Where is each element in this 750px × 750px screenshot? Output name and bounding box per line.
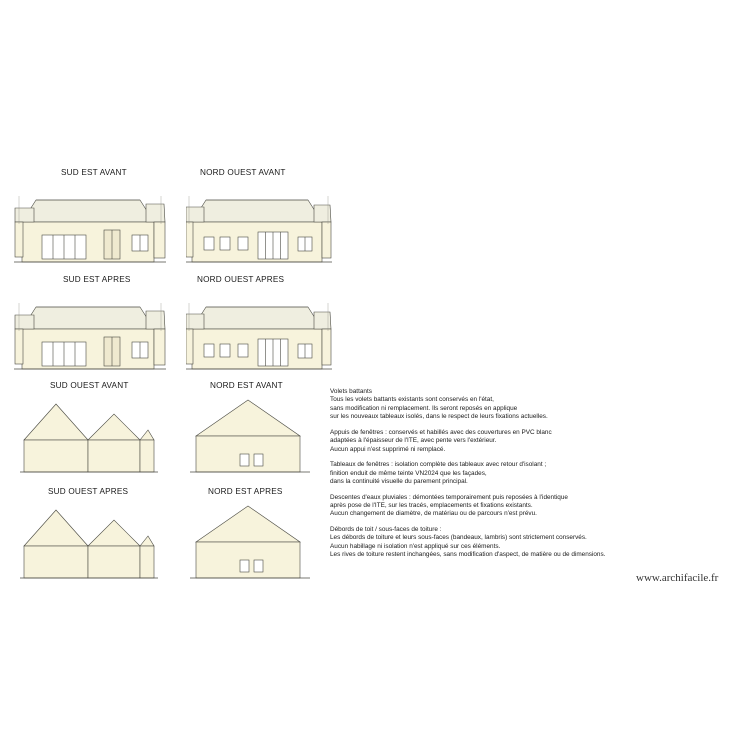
note-line: sans modification ni remplacement. Ils seront reposés en applique — [330, 404, 518, 412]
note-block-descentes — [330, 494, 730, 519]
note-line: après pose de l'ITE, sur les tracés, emplacements et fixations existants. — [330, 501, 533, 509]
view-label-sud-ouest-avant: SUD OUEST AVANT — [50, 381, 129, 390]
note-title: Volets battants — [330, 388, 372, 395]
elevation-sud-est-avant — [14, 180, 166, 266]
view-label-nord-ouest-avant: NORD OUEST AVANT — [200, 168, 286, 177]
watermark: www.archifacile.fr — [636, 572, 719, 584]
elevation-nord-est-avant — [190, 392, 310, 478]
elevation-nord-ouest-avant — [186, 180, 332, 266]
view-label-nord-ouest-apres: NORD OUEST APRES — [197, 275, 285, 284]
note-line: sur les nouveaux tableaux isolés, dans le respect de leurs fixations actuelles. — [330, 413, 548, 421]
note-block-volets — [330, 388, 730, 422]
note-line: Les rives de toiture restent inchangées, sans modification d'aspect, de matière ou de dimensions. — [330, 551, 606, 559]
elevation-nord-est-apres — [190, 498, 310, 584]
elevation-sud-ouest-apres — [20, 498, 158, 584]
note-line: finition enduit de même teinte VN2024 que les façades, — [330, 469, 487, 477]
note-line: Aucun habillage ni isolation n'est appliqué sur ces éléments. — [330, 542, 501, 550]
elevation-sud-est-apres — [14, 287, 166, 373]
note-line: Appuis de fenêtres : conservés et habillés avec des couvertures en PVC blanc — [330, 428, 552, 436]
elevation-sud-ouest-avant — [20, 392, 158, 478]
view-label-sud-est-apres: SUD EST APRES — [63, 275, 131, 284]
note-line: adaptées à l'épaisseur de l'ITE, avec pente vers l'extérieur. — [330, 437, 497, 445]
elevation-nord-ouest-apres — [186, 287, 332, 373]
note-line: Tous les volets battants existants sont conservés en l'état, — [330, 396, 494, 404]
note-line: Tableaux de fenêtres : isolation complète des tableaux avec retour d'isolant ; — [330, 461, 547, 469]
note-block-appuis — [330, 429, 730, 454]
view-label-nord-est-apres: NORD EST APRES — [208, 487, 283, 496]
note-line: Descentes d'eaux pluviales : démontées temporairement puis reposées à l'identique — [330, 493, 568, 501]
note-block-debords — [330, 526, 730, 560]
note-block-tableaux — [330, 461, 730, 486]
view-label-sud-ouest-apres: SUD OUEST APRES — [48, 487, 129, 496]
note-line: Aucun appui n'est supprimé ni remplacé. — [330, 445, 446, 453]
view-label-nord-est-avant: NORD EST AVANT — [210, 381, 283, 390]
note-line: Aucun changement de diamètre, de matériau ou de parcours n'est prévu. — [330, 510, 537, 518]
note-line: Les débords de toiture et leurs sous-faces (bandeaux, lambris) sont strictement conservés. — [330, 534, 587, 542]
note-line: Débords de toit / sous-faces de toiture : — [330, 525, 442, 533]
view-label-sud-est-avant: SUD EST AVANT — [61, 168, 127, 177]
specification-notes — [330, 388, 730, 567]
note-line: dans la continuité visuelle du parement principal. — [330, 478, 468, 486]
